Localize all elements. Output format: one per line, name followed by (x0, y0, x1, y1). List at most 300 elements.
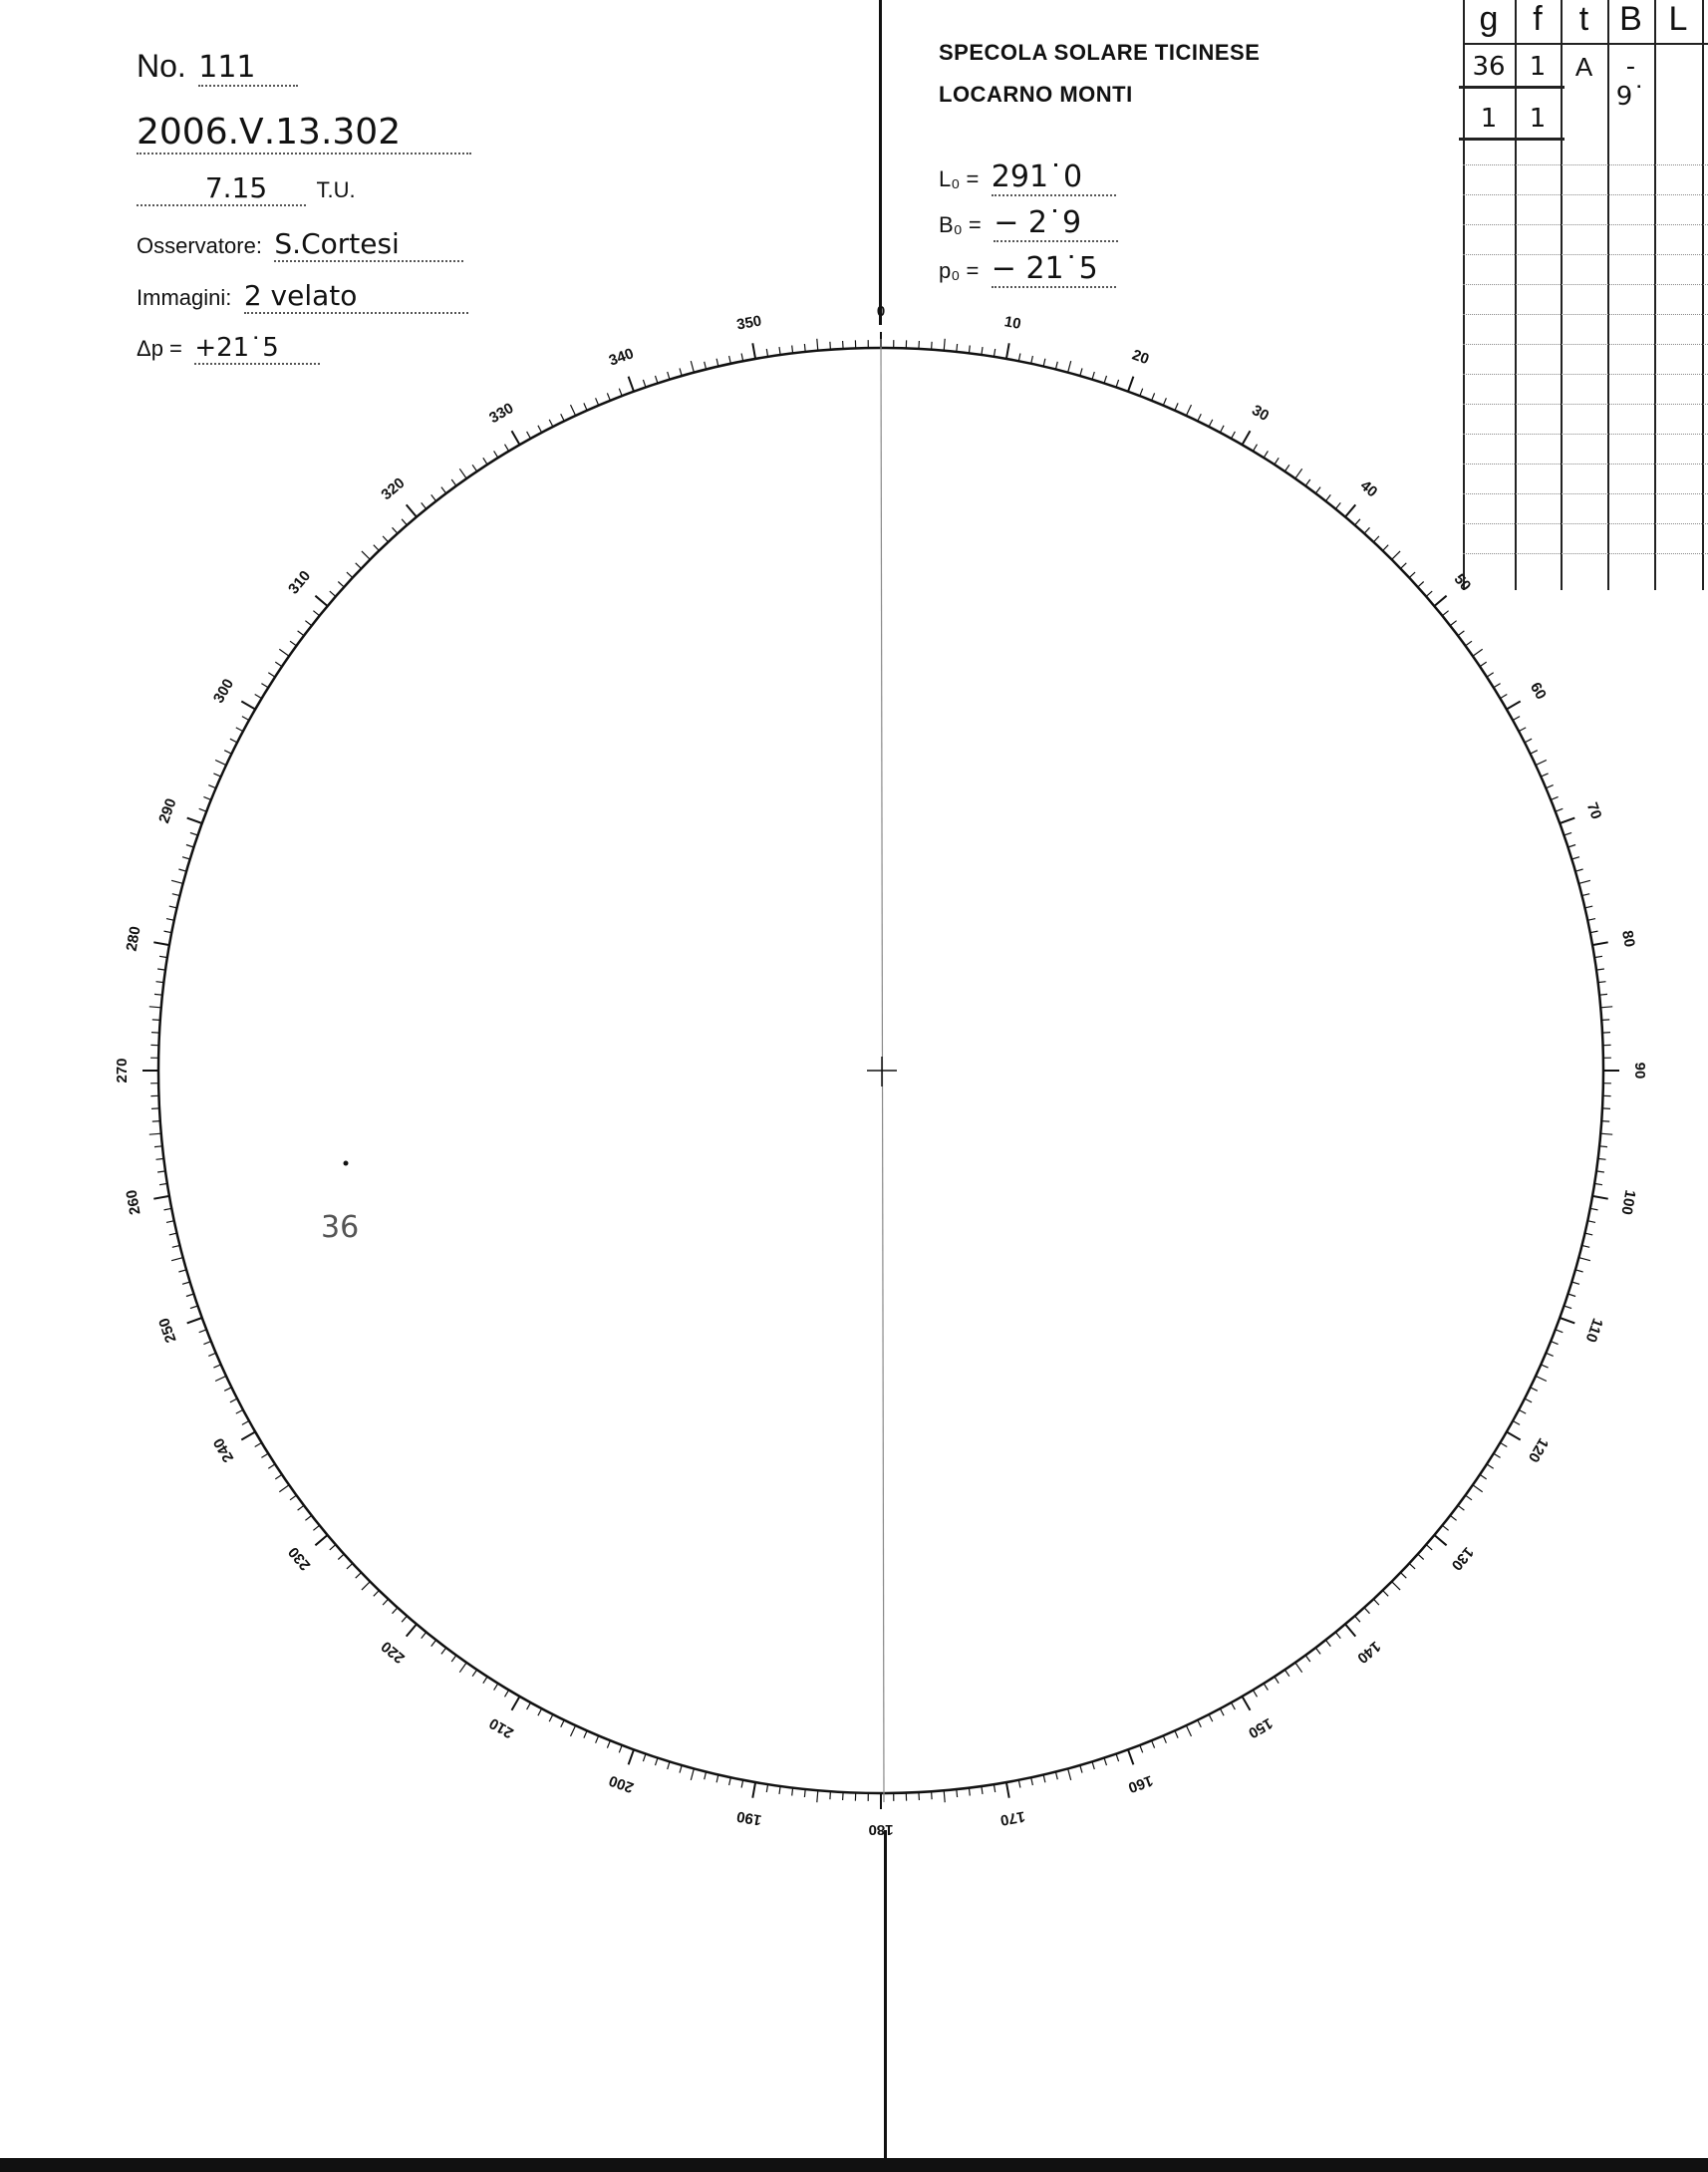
degree-tick (1116, 380, 1119, 388)
degree-tick (156, 982, 164, 983)
degree-tick (1480, 662, 1487, 667)
degree-label-80: 80 (1618, 929, 1638, 949)
degree-tick (1220, 426, 1224, 433)
degree-tick (527, 1703, 531, 1709)
degree-tick (691, 361, 694, 373)
degree-tick (151, 1108, 159, 1109)
degree-tick (1198, 414, 1202, 421)
table-header-g: g (1479, 0, 1499, 38)
degree-label-270: 270 (113, 1058, 131, 1084)
degree-tick (451, 479, 456, 486)
degree-tick (1584, 906, 1592, 908)
degree-tick (1546, 1353, 1553, 1356)
degree-tick (159, 956, 167, 957)
B0-value: − 2˙9 (994, 205, 1118, 242)
degree-tick (1175, 1730, 1178, 1737)
degree-label-250: 250 (155, 1315, 180, 1346)
degree-tick (1264, 1684, 1268, 1691)
B0-label: B₀ = (939, 212, 982, 237)
delta-p-label: Δp = (137, 336, 182, 361)
degree-tick (203, 796, 210, 799)
degree-tick (224, 751, 231, 755)
degree-tick (178, 1270, 186, 1272)
degree-tick (1565, 1306, 1572, 1309)
degree-tick (705, 1772, 707, 1780)
degree-tick (1602, 1108, 1610, 1109)
degree-tick (305, 1515, 311, 1520)
degree-tick (213, 774, 220, 776)
degree-tick (152, 1020, 160, 1021)
degree-tick (1163, 1735, 1166, 1742)
degree-tick (1232, 1703, 1236, 1709)
degree-tick (157, 1171, 165, 1172)
degree-tick (1531, 751, 1538, 755)
degree-tick (422, 1632, 427, 1638)
degree-tick (149, 1007, 161, 1008)
degree-tick (1104, 376, 1107, 384)
degree-tick (1198, 1720, 1202, 1727)
degree-tick (1335, 502, 1340, 508)
degree-tick (1602, 1033, 1610, 1034)
degree-tick (1104, 1758, 1107, 1766)
number-value: 111 (198, 50, 298, 87)
degree-tick (705, 362, 707, 370)
degree-label-100: 100 (1617, 1188, 1639, 1216)
degree-tick (431, 1640, 436, 1646)
degree-label-110: 110 (1581, 1316, 1606, 1345)
table-cell-B: - 9˙ (1615, 52, 1646, 112)
degree-tick (505, 445, 509, 452)
degree-tick (199, 808, 207, 811)
degree-tick (1600, 1007, 1612, 1008)
degree-tick (159, 1183, 167, 1184)
table-cell-t: A (1574, 52, 1593, 82)
degree-tick (1480, 1474, 1487, 1479)
degree-tick (402, 1616, 407, 1622)
degree-tick (154, 994, 162, 995)
L0-label: L₀ = (939, 166, 980, 191)
degree-tick (1426, 591, 1432, 596)
degree-tick (1275, 458, 1279, 465)
degree-tick (374, 1591, 380, 1597)
degree-tick (619, 1745, 622, 1753)
degree-tick (182, 857, 190, 859)
degree-tick (261, 684, 268, 688)
degree-tick (1284, 465, 1289, 471)
degree-tick (1128, 1749, 1133, 1764)
table-total-g: 1 (1480, 104, 1498, 134)
degree-tick (919, 341, 920, 349)
degree-tick (1152, 393, 1155, 400)
degree-tick (1373, 1599, 1379, 1605)
degree-tick (157, 969, 165, 970)
degree-tick (268, 1464, 275, 1468)
degree-tick (1500, 1442, 1507, 1446)
degree-tick (1243, 431, 1251, 445)
degree-label-70: 70 (1582, 799, 1605, 822)
degree-tick (1092, 1761, 1094, 1769)
degree-tick (752, 1782, 755, 1798)
degree-tick (766, 349, 767, 357)
degree-tick (741, 1780, 743, 1788)
degree-tick (792, 346, 793, 354)
degree-tick (313, 611, 319, 616)
degree-tick (431, 494, 436, 500)
degree-tick (383, 1599, 389, 1605)
degree-tick (1018, 354, 1020, 362)
degree-tick (1364, 527, 1369, 533)
degree-tick (1556, 1330, 1564, 1333)
degree-tick (441, 1648, 446, 1654)
degree-tick (164, 1208, 172, 1210)
degree-label-220: 220 (378, 1637, 409, 1667)
degree-tick (1116, 1754, 1119, 1762)
degree-tick (982, 1786, 983, 1794)
degree-tick (472, 1670, 477, 1677)
degree-tick (1551, 796, 1558, 799)
degree-tick (1305, 1656, 1310, 1663)
degree-tick (374, 545, 380, 551)
degree-tick (1541, 774, 1548, 776)
degree-tick (1587, 919, 1595, 921)
degree-tick (1601, 1121, 1609, 1122)
degree-tick (1601, 1020, 1609, 1021)
degree-tick (356, 563, 362, 569)
degree-tick (1587, 1221, 1595, 1223)
degree-tick (236, 728, 243, 732)
degree-tick (741, 354, 743, 362)
degree-tick (172, 1245, 180, 1247)
degree-tick (1519, 728, 1526, 732)
degree-tick (187, 818, 202, 823)
degree-tick (932, 342, 933, 350)
p0-value: − 21˙5 (992, 251, 1116, 288)
date-value: 2006.Ⅴ.13.302 (137, 112, 471, 155)
degree-tick (716, 359, 718, 367)
degree-tick (1568, 1294, 1576, 1297)
degree-label-130: 130 (1447, 1543, 1477, 1574)
degree-tick (505, 1690, 509, 1697)
degree-tick (1582, 894, 1590, 896)
degree-tick (1232, 432, 1236, 439)
degree-tick (571, 1725, 576, 1736)
degree-tick (1043, 1774, 1045, 1782)
degree-tick (1560, 818, 1574, 823)
degree-tick (1578, 880, 1590, 883)
degree-tick (483, 458, 487, 465)
degree-tick (1092, 372, 1094, 380)
degree-tick (1315, 487, 1320, 493)
degree-tick (186, 845, 194, 848)
degree-tick (1325, 1640, 1330, 1646)
degree-tick (203, 1342, 210, 1345)
degree-label-300: 300 (209, 676, 238, 707)
degree-tick (451, 1656, 456, 1663)
degree-tick (1209, 1714, 1213, 1721)
degree-tick (402, 519, 407, 525)
degree-label-20: 20 (1129, 346, 1152, 369)
degree-tick (994, 1784, 995, 1792)
degree-tick (1578, 1258, 1590, 1261)
degree-tick (982, 347, 983, 355)
degree-tick (208, 785, 215, 788)
degree-tick (729, 1777, 731, 1785)
degree-tick (512, 1697, 520, 1710)
degree-label-120: 120 (1524, 1434, 1553, 1465)
degree-label-200: 200 (606, 1771, 637, 1796)
degree-tick (691, 1768, 694, 1780)
p0-label: p₀ = (939, 258, 980, 283)
images-value: 2 velato (244, 279, 468, 314)
degree-label-170: 170 (998, 1807, 1026, 1829)
degree-tick (804, 344, 805, 352)
degree-tick (607, 393, 610, 400)
degree-tick (1418, 1554, 1424, 1559)
degree-tick (315, 596, 327, 606)
degree-tick (716, 1774, 718, 1782)
degree-tick (330, 1545, 336, 1550)
degree-tick (1055, 1772, 1057, 1780)
degree-tick (154, 1146, 162, 1147)
degree-tick (1599, 1146, 1607, 1147)
degree-tick (804, 1789, 805, 1797)
degree-tick (459, 1663, 466, 1673)
degree-tick (1186, 1725, 1191, 1736)
degree-tick (1392, 1582, 1400, 1590)
degree-tick (347, 572, 353, 578)
degree-tick (680, 368, 682, 376)
degree-label-340: 340 (606, 345, 637, 370)
degree-tick (1590, 931, 1598, 933)
degree-tick (208, 1353, 215, 1356)
sunspot-group-marker (344, 1161, 349, 1166)
degree-label-90: 90 (1631, 1062, 1649, 1080)
degree-tick (1128, 377, 1133, 392)
degree-tick (383, 536, 389, 542)
degree-tick (1335, 1632, 1340, 1638)
degree-tick (298, 631, 304, 636)
degree-tick (1442, 1525, 1448, 1530)
degree-tick (275, 1474, 282, 1479)
degree-label-310: 310 (285, 567, 315, 598)
degree-tick (187, 1318, 202, 1323)
degree-tick (1383, 545, 1389, 551)
degree-tick (629, 377, 634, 392)
degree-tick (1392, 551, 1400, 559)
number-label: No. (137, 48, 186, 84)
degree-label-0: 0 (876, 302, 886, 320)
degree-tick (1264, 451, 1268, 458)
degree-tick (1080, 1765, 1082, 1773)
degree-tick (1031, 1777, 1033, 1785)
degree-tick (1383, 1591, 1389, 1597)
degree-tick (1600, 1133, 1612, 1134)
degree-tick (1275, 1677, 1279, 1684)
degree-label-290: 290 (155, 795, 180, 826)
degree-tick (166, 1221, 174, 1223)
degree-tick (668, 1761, 670, 1769)
degree-tick (1487, 673, 1494, 677)
degree-tick (1531, 1388, 1538, 1392)
observer-label: Osservatore: (137, 233, 262, 258)
degree-tick (152, 1121, 160, 1122)
degree-tick (1551, 1342, 1558, 1345)
institution-location: LOCARNO MONTI (939, 82, 1133, 107)
table-header-B: B (1619, 0, 1642, 38)
degree-tick (1466, 641, 1473, 646)
degree-tick (407, 504, 417, 516)
degree-tick (1295, 1663, 1302, 1673)
degree-tick (1409, 1563, 1415, 1569)
degree-tick (549, 420, 553, 427)
degree-tick (1401, 1573, 1407, 1579)
observer-value: S.Cortesi (274, 227, 463, 262)
images-label: Immagini: (137, 285, 232, 310)
degree-tick (1571, 857, 1579, 859)
degree-tick (1018, 1780, 1020, 1788)
degree-tick (166, 919, 174, 921)
degree-tick (607, 1740, 610, 1747)
degree-tick (279, 1485, 289, 1492)
degree-tick (1253, 445, 1257, 452)
degree-tick (1487, 1464, 1494, 1468)
table-cell-f: 1 (1529, 52, 1547, 82)
degree-tick (186, 1294, 194, 1297)
degree-tick (172, 894, 180, 896)
table-header-L: L (1668, 0, 1688, 38)
degree-tick (1575, 869, 1583, 871)
degree-tick (224, 1388, 231, 1392)
degree-tick (230, 1398, 237, 1402)
degree-label-210: 210 (486, 1713, 517, 1742)
degree-tick (1556, 808, 1564, 811)
degree-tick (242, 1421, 249, 1425)
degree-tick (843, 1792, 844, 1800)
degree-tick (1006, 343, 1009, 359)
degree-tick (1507, 1432, 1521, 1440)
degree-tick (817, 339, 818, 351)
degree-tick (1080, 368, 1082, 376)
degree-tick (1590, 1208, 1598, 1210)
degree-tick (629, 1749, 634, 1764)
degree-tick (1458, 1505, 1464, 1510)
degree-tick (1243, 1697, 1251, 1710)
degree-tick (1434, 1535, 1446, 1545)
degree-tick (1473, 649, 1483, 656)
L0-value: 291˙0 (992, 159, 1116, 196)
degree-tick (255, 695, 262, 699)
degree-tick (1315, 1648, 1320, 1654)
degree-tick (1284, 1670, 1289, 1677)
degree-tick (494, 451, 498, 458)
degree-label-40: 40 (1356, 476, 1381, 501)
degree-tick (817, 1790, 818, 1802)
degree-tick (1525, 739, 1532, 743)
degree-label-160: 160 (1125, 1771, 1156, 1796)
degree-tick (1473, 1485, 1483, 1492)
degree-tick (1598, 982, 1606, 983)
degree-tick (1594, 1183, 1602, 1184)
degree-tick (1055, 362, 1057, 370)
degree-tick (1592, 942, 1608, 945)
degree-tick (153, 1196, 169, 1199)
degree-tick (1513, 717, 1520, 721)
degree-tick (1458, 631, 1464, 636)
degree-tick (178, 869, 186, 871)
degree-tick (171, 880, 183, 883)
degree-tick (1345, 504, 1355, 516)
degree-tick (1209, 420, 1213, 427)
degree-label-30: 30 (1249, 402, 1273, 426)
degree-tick (1355, 1616, 1360, 1622)
degree-tick (275, 662, 282, 667)
degree-tick (1568, 845, 1576, 848)
degree-label-140: 140 (1353, 1637, 1384, 1667)
degree-tick (643, 380, 646, 388)
degree-tick (1592, 1196, 1608, 1199)
degree-tick (656, 1758, 659, 1766)
degree-tick (1253, 1690, 1257, 1697)
degree-tick (1031, 356, 1033, 364)
degree-tick (919, 1792, 920, 1800)
degree-tick (190, 832, 198, 835)
table-header-f: f (1533, 0, 1543, 38)
degree-tick (830, 1791, 831, 1799)
degree-tick (1364, 1608, 1369, 1614)
degree-tick (549, 1714, 553, 1721)
degree-tick (1571, 1282, 1579, 1284)
degree-label-150: 150 (1245, 1713, 1276, 1742)
degree-tick (347, 1563, 353, 1569)
degree-tick (1513, 1421, 1520, 1425)
degree-tick (969, 346, 970, 354)
table-header-t: t (1578, 0, 1589, 38)
degree-tick (1163, 398, 1166, 405)
degree-tick (190, 1306, 198, 1309)
degree-tick (393, 527, 398, 533)
degree-tick (290, 641, 297, 646)
degree-tick (290, 1495, 297, 1500)
degree-tick (561, 1720, 565, 1727)
degree-label-230: 230 (285, 1543, 315, 1574)
degree-tick (230, 739, 237, 743)
degree-tick (1599, 994, 1607, 995)
degree-tick (305, 621, 311, 626)
degree-tick (729, 356, 731, 364)
degree-tick (830, 342, 831, 350)
degree-tick (1220, 1708, 1224, 1715)
degree-tick (169, 1233, 177, 1235)
degree-tick (1536, 761, 1547, 766)
degree-label-240: 240 (209, 1434, 238, 1465)
degree-tick (393, 1608, 398, 1614)
degree-tick (151, 1033, 159, 1034)
degree-tick (459, 468, 466, 478)
degree-tick (1546, 785, 1553, 788)
degree-tick (156, 1158, 164, 1159)
degree-tick (969, 1788, 970, 1796)
degree-tick (1584, 1233, 1592, 1235)
degree-tick (362, 551, 370, 559)
degree-tick (1140, 389, 1143, 397)
degree-tick (944, 1790, 945, 1802)
degree-tick (512, 431, 520, 445)
degree-tick (538, 1708, 542, 1715)
institution-title: SPECOLA SOLARE TICINESE (939, 40, 1261, 65)
degree-tick (1582, 1245, 1590, 1247)
degree-tick (1140, 1745, 1143, 1753)
degree-tick (169, 906, 177, 908)
